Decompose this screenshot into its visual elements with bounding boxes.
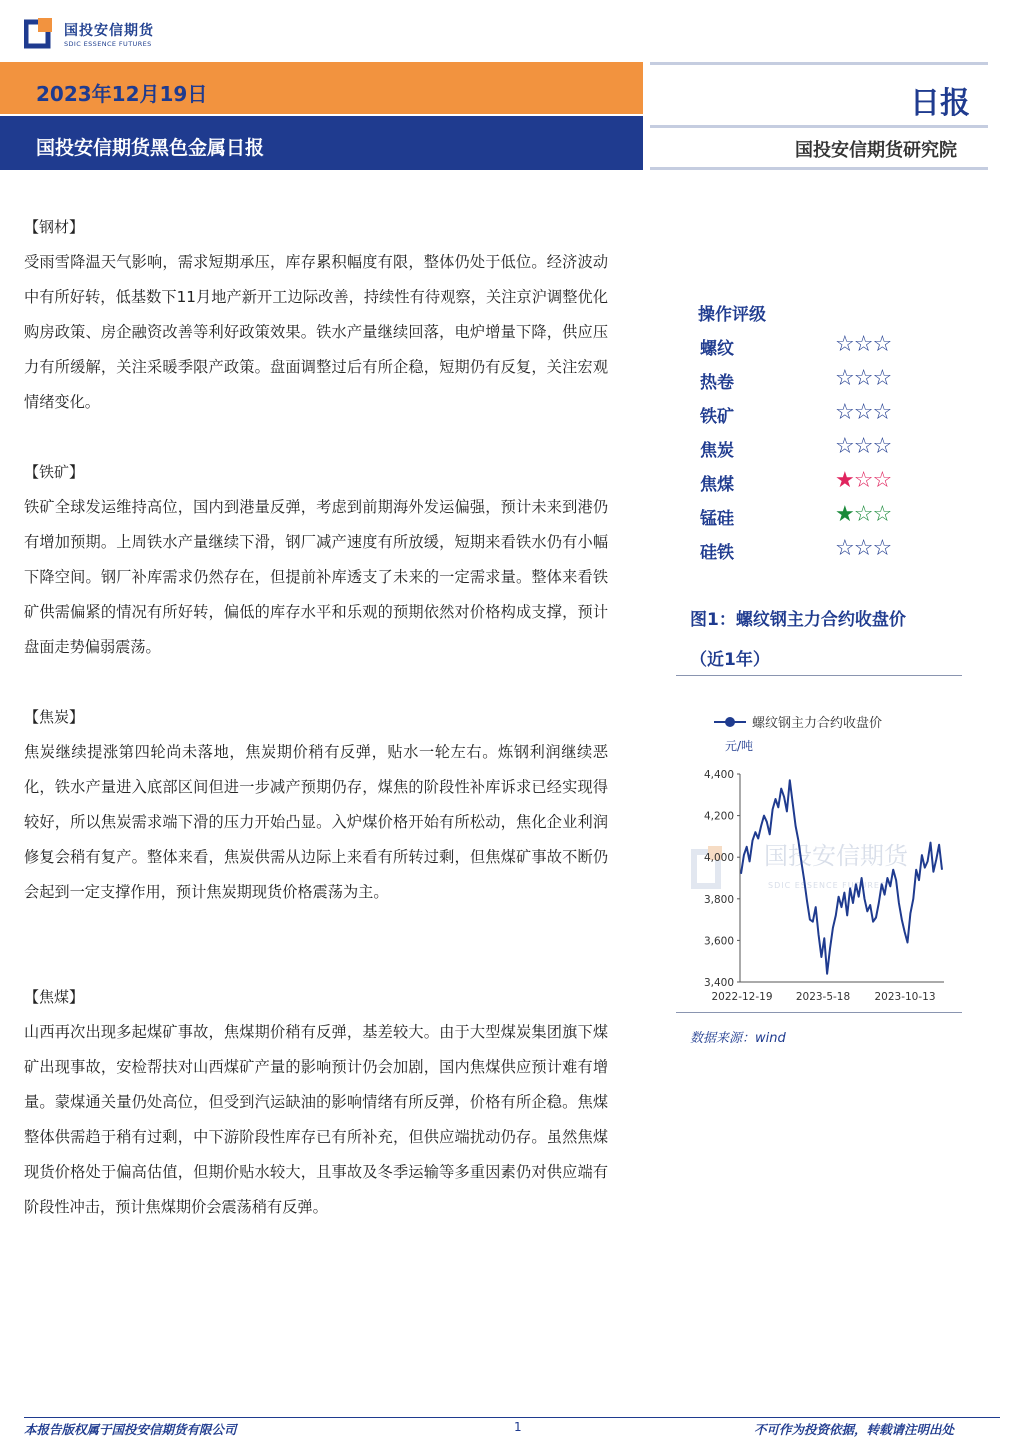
section-text: 山西再次出现多起煤矿事故，焦煤期价稍有反弹，基差较大。由于大型煤炭集团旗下煤矿出现事故，安检帮扶对山西煤矿产量的影响预计仍会加剧，国内焦煤供应预计难有增量。蒙煤通关量仍处高位，但受到汽运缺油的影响情绪有所反弹，价格有所企稳。焦煤整体供需趋于稍有过剩，中下游阶段性库存已有所补充，但供应端扰动仍存。虽然焦煤现货价格处于偏高估值，但期价贴水较大，且事故及冬季运输等多重因素仍对供应端有阶段性冲击，预计焦煤期价会震荡稍有反弹。 [24,1023,608,1216]
y-axis-unit: 元/吨 [725,739,754,753]
rating-row [698,330,958,364]
rating-name: 锰硅 [700,509,734,529]
legend-label: 螺纹钢主力合约收盘价 [752,716,883,731]
header-rule-middle [650,125,988,128]
report-date: 2023年12月19日 [36,82,208,106]
chart-axes [740,774,944,982]
rating-name: 热卷 [700,373,734,393]
rating-stars: ☆☆☆ [835,400,892,425]
rating-name: 铁矿 [700,407,734,427]
rating-row [698,398,958,432]
page-number: 1 [514,1420,522,1434]
rating-name: 焦煤 [700,475,734,495]
section-text: 铁矿全球发运维持高位，国内到港量反弹，考虑到前期海外发运偏强，预计未来到港仍有增加预期。上周铁水产量继续下滑，钢厂减产速度有所放缓，短期来看铁水仍有小幅下降空间。钢厂补库需求仍然存在，但提前补库透支了未来的一定需求量。整体来看铁矿供需偏紧的情况有所好转，偏低的库存水平和乐观的预期依然对价格构成支撑，预计盘面走势偏弱震荡。 [24,498,608,656]
figure-rule-bottom [676,1012,962,1013]
rating-row [698,432,958,466]
y-tick-label: 3,400 [703,977,734,989]
rebar-price-chart [676,700,966,1012]
figure-caption-line1: 图1：螺纹钢主力合约收盘价 [690,610,906,630]
y-tick-label: 4,200 [703,810,734,823]
y-tick-label: 4,400 [703,769,734,781]
section-title: 【钢材】 [24,218,85,236]
y-tick-label: 3,600 [703,935,734,948]
report-type-badge: 日报 [910,86,970,121]
series-line-rebar [741,780,942,974]
section-coking-coal [24,980,608,1225]
chart-legend [714,715,882,731]
section-title: 【焦煤】 [24,988,85,1006]
rating-stars: ☆☆☆ [835,536,892,561]
x-tick-label: 2023-10-13 [874,991,936,1003]
header-rule-bottom [650,167,988,170]
section-iron-ore [24,455,608,665]
section-steel [24,210,608,420]
x-tick-label: 2023-5-18 [795,991,851,1003]
header-rule-top [650,62,988,65]
figure-caption-line2: （近1年） [690,650,770,670]
rating-stars: ☆☆☆ [835,332,892,357]
section-text: 焦炭继续提涨第四轮尚未落地，焦炭期价稍有反弹，贴水一轮左右。炼钢利润继续恶化，铁水产量进入底部区间但进一步减产预期仍存，煤焦的阶段性补库诉求已经实现得较好，所以焦炭需求端下滑的压力开始凸显。入炉煤价格开始有所松动，焦化企业利润修复会稍有复产。整体来看，焦炭供需从边际上来看有所转过剩，但焦煤矿事故不断仍会起到一定支撑作用，预计焦炭期现货价格震荡为主。 [24,743,608,901]
ratings-panel [698,300,958,568]
rating-row [698,534,958,568]
rating-row [698,500,958,534]
data-source: 数据来源：wind [690,1031,786,1046]
logo-mark-icon [24,18,56,50]
company-logo [24,16,184,56]
figure-caption [690,600,962,680]
report-title: 国投安信期货黑色金属日报 [36,137,265,159]
section-title: 【焦炭】 [24,708,85,726]
rating-stars: ★☆☆ [835,502,892,527]
watermark-text-en: SDIC ESSENCE FUTURES [768,881,887,890]
x-tick-label: 2022-12-19 [711,991,773,1003]
rating-name: 螺纹 [700,339,734,359]
logo-text-en: SDIC ESSENCE FUTURES [64,40,152,48]
legend-marker [725,717,735,727]
section-title: 【铁矿】 [24,463,85,481]
footer-copyright: 本报告版权属于国投安信期货有限公司 [24,1422,237,1437]
rating-stars: ★☆☆ [835,468,892,493]
rating-name: 硅铁 [700,543,734,563]
rating-row [698,466,958,500]
section-coke [24,700,608,910]
watermark-text: 国投安信期货 [764,842,908,870]
y-tick-label: 4,000 [703,852,734,865]
rating-name: 焦炭 [700,441,734,461]
rating-stars: ☆☆☆ [835,434,892,459]
footer-rule [24,1417,1000,1418]
figure-rule-top [676,675,962,676]
ratings-title: 操作评级 [698,305,766,325]
institute-name: 国投安信期货研究院 [795,140,957,161]
logo-text-cn: 国投安信期货 [64,23,154,39]
section-text: 受雨雪降温天气影响，需求短期承压，库存累积幅度有限，整体仍处于低位。经济波动中有所好转，低基数下11月地产新开工边际改善，持续性有待观察，关注京沪调整优化购房政策、房企融资改善等利好政策效果。铁水产量继续回落，电炉增量下降，供应压力有所缓解，关注采暖季限产政策。盘面调整过后有所企稳，短期仍有反复，关注宏观情绪变化。 [24,253,608,411]
rating-stars: ☆☆☆ [835,366,892,391]
footer-disclaimer: 不可作为投资依据，转载请注明出处 [754,1422,955,1437]
rating-row [698,364,958,398]
y-tick-label: 3,800 [703,893,734,906]
